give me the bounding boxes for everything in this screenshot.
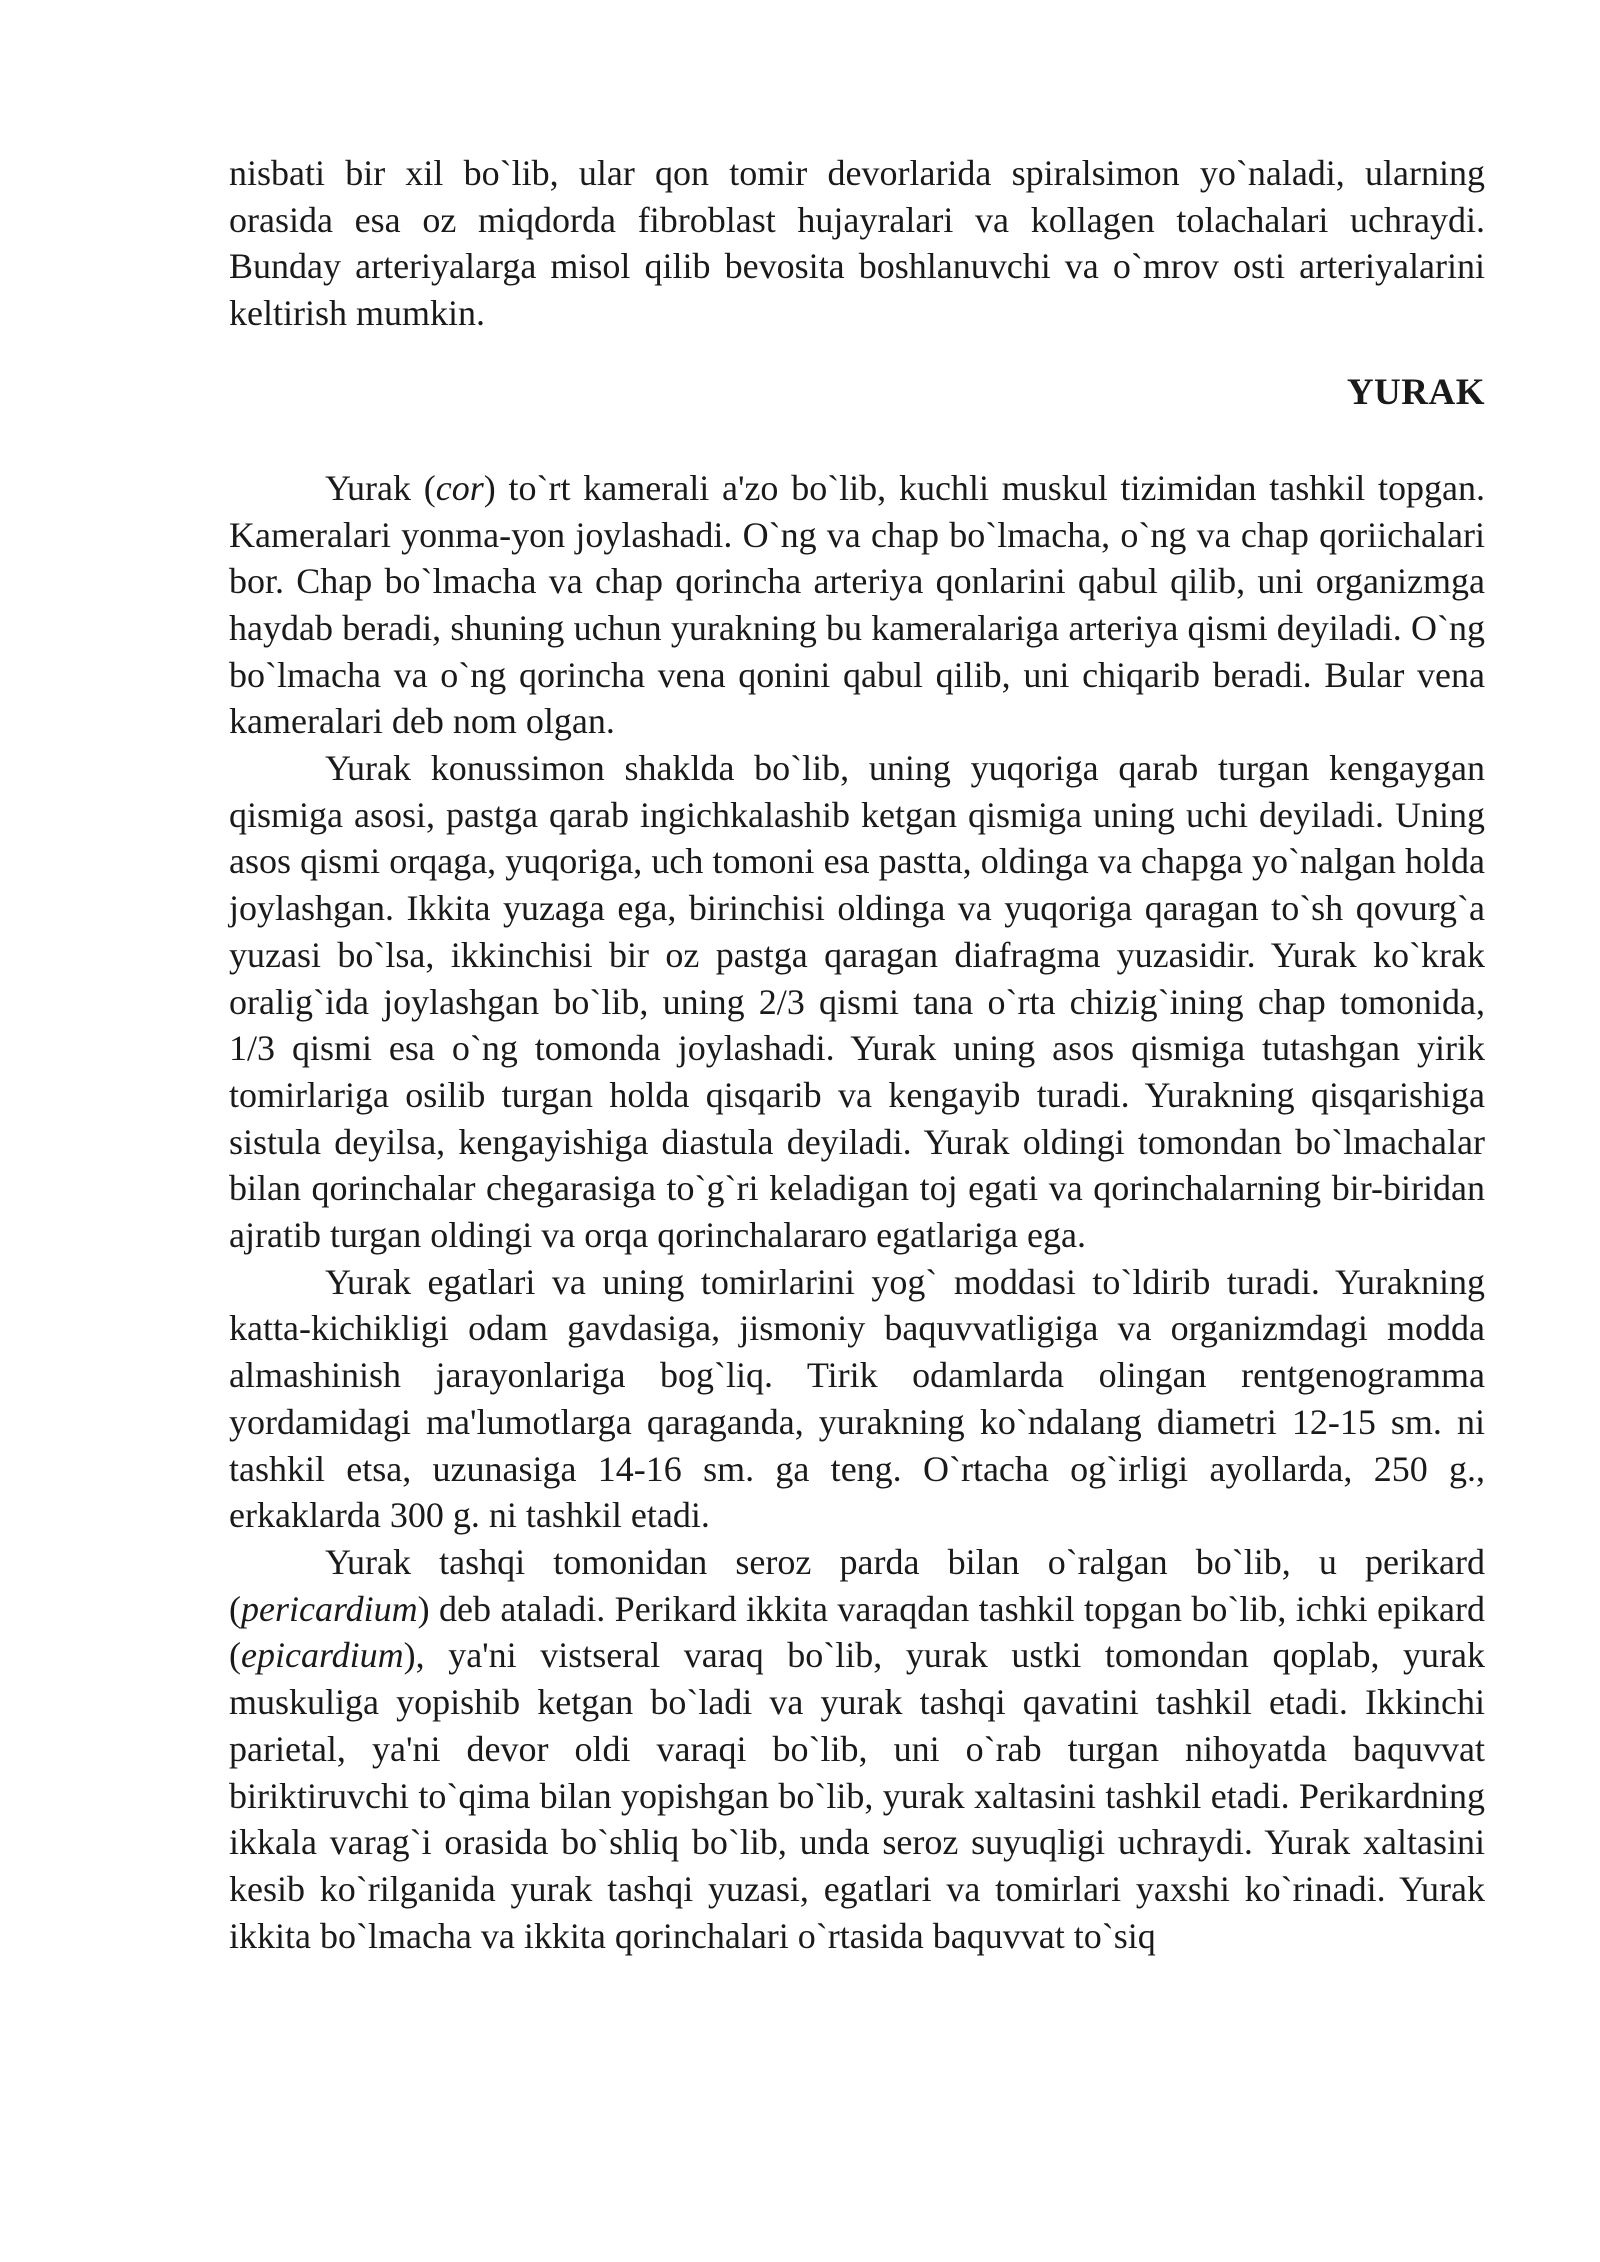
document-page	[229, 150, 1485, 1959]
paragraph-3: Yurak egatlari va uning tomirlarini yog` moddasi to`ldirib turadi. Yurakning katta-kichikligi odam gavdasiga, jismoniy baquvvatligiga va organizmdagi modda almashinish jarayonlariga bog`liq. Tirik odamlarda olingan rentgenogramma yordamidagi ma'lumotlarga qaraganda, yurakning ko`ndalang diametri 12-15 sm. ni tashkil etsa, uzunasiga 14-16 sm. ga teng. O`rtacha og`irligi ayollarda, 250 g., erkaklarda 300 g. ni tashkil etadi.	[229, 1261, 1485, 1536]
paragraph-4	[229, 1539, 1485, 1959]
paragraph-4-part-a: Yurak tashqi tomonidan seroz parda bilan o`ralgan bo`lib, u perikard (	[229, 1541, 1485, 1629]
paragraph-2: Yurak konussimon shaklda bo`lib, uning yuqoriga qarab turgan kengaygan qismiga asosi, pastga qarab ingichkalashib ketgan qismiga uning uchi deyiladi. Uning asos qismi orqaga, yuqoriga, uch tomoni esa pastta, oldinga va chapga yo`nalgan holda joylashgan. Ikkita yuzaga ega, birinchisi oldinga va yuqoriga qaragan to`sh qovurg`a yuzasi bo`lsa, ikkinchisi bir oz pastga qaragan diafragma yuzasidir. Yurak ko`krak oralig`ida joylashgan bo`lib, uning 2/3 qismi tana o`rta chizig`ining chap tomonida, 1/3 qismi esa o`ng tomonda joylashadi. Yurak uning asos qismiga tutashgan yirik tomirlariga osilib turgan holda qisqarib va kengayib turadi. Yurakning qisqarishiga sistula deyilsa, kengayishiga diastula deyiladi. Yurak oldingi tomondan bo`lmachalar bilan qorinchalar chegarasiga to`g`ri keladigan toj egati va qorinchalarning bir-biridan ajratib turgan oldingi va orqa qorinchalararo egatlariga ega.	[229, 748, 1485, 1256]
paragraph-4-part-c: ), ya'ni vistseral varaq bo`lib, yurak ustki tomondan qoplab, yurak muskuliga yopishib ketgan bo`ladi va yurak tashqi qavatini tashkil etadi. Ikkinchi parietal, ya'ni devor oldi varaqi bo`lib, uni o`rab turgan nihoyatda baquvvat biriktiruvchi to`qima bilan yopishgan bo`lib, yurak xaltasini tashkil etadi. Perikardning ikkala varag`i orasida bo`shliq bo`lib, unda seroz suyuqligi uchraydi. Yurak xaltasini kesib ko`rilganida yurak tashqi yuzasi, egatlari va tomirlari yaxshi ko`rinadi. Yurak ikkita bo`lmacha va ikkita qorinchalari o`rtasida baquvvat to`siq	[229, 1635, 1485, 1956]
latin-term-pericardium: pericardium	[241, 1588, 418, 1629]
paragraph-1-part-a: Yurak (	[325, 467, 436, 508]
paragraph-1	[229, 465, 1485, 745]
latin-term-epicardium: epicardium	[241, 1635, 404, 1676]
paragraph-1-part-b: ) to`rt kamerali a'zo bo`lib, kuchli muskul tizimidan tashkil topgan. Kameralari yonma-yon joylashadi. O`ng va chap bo`lmacha, o`ng va chap qoriichalari bor. Chap bo`lmacha va chap qorincha arteriya qonlarini qabul qilib, uni organizmga haydab beradi, shuning uchun yurakning bu kameralariga arteriya qismi deyiladi. O`ng bo`lmacha va o`ng qorincha vena qonini qabul qilib, uni chiqarib beradi. Bular vena kameralari deb nom olgan.	[229, 467, 1485, 742]
latin-term-cor: cor	[435, 467, 484, 508]
intro-paragraph: nisbati bir xil bo`lib, ular qon tomir devorlarida spiralsimon yo`naladi, ularning orasida esa oz miqdorda fibroblast hujayralari va kollagen tolachalari uchraydi. Bunday arteriyalarga misol qilib bevosita boshlanuvchi va o`mrov osti arteriyalarini keltirish mumkin.	[229, 153, 1485, 334]
section-heading: YURAK	[1346, 371, 1485, 413]
paragraph-4-part-b: ) deb ataladi. Perikard ikkita varaqdan tashkil topgan bo`lib, ichki epikard (	[229, 1588, 1485, 1676]
